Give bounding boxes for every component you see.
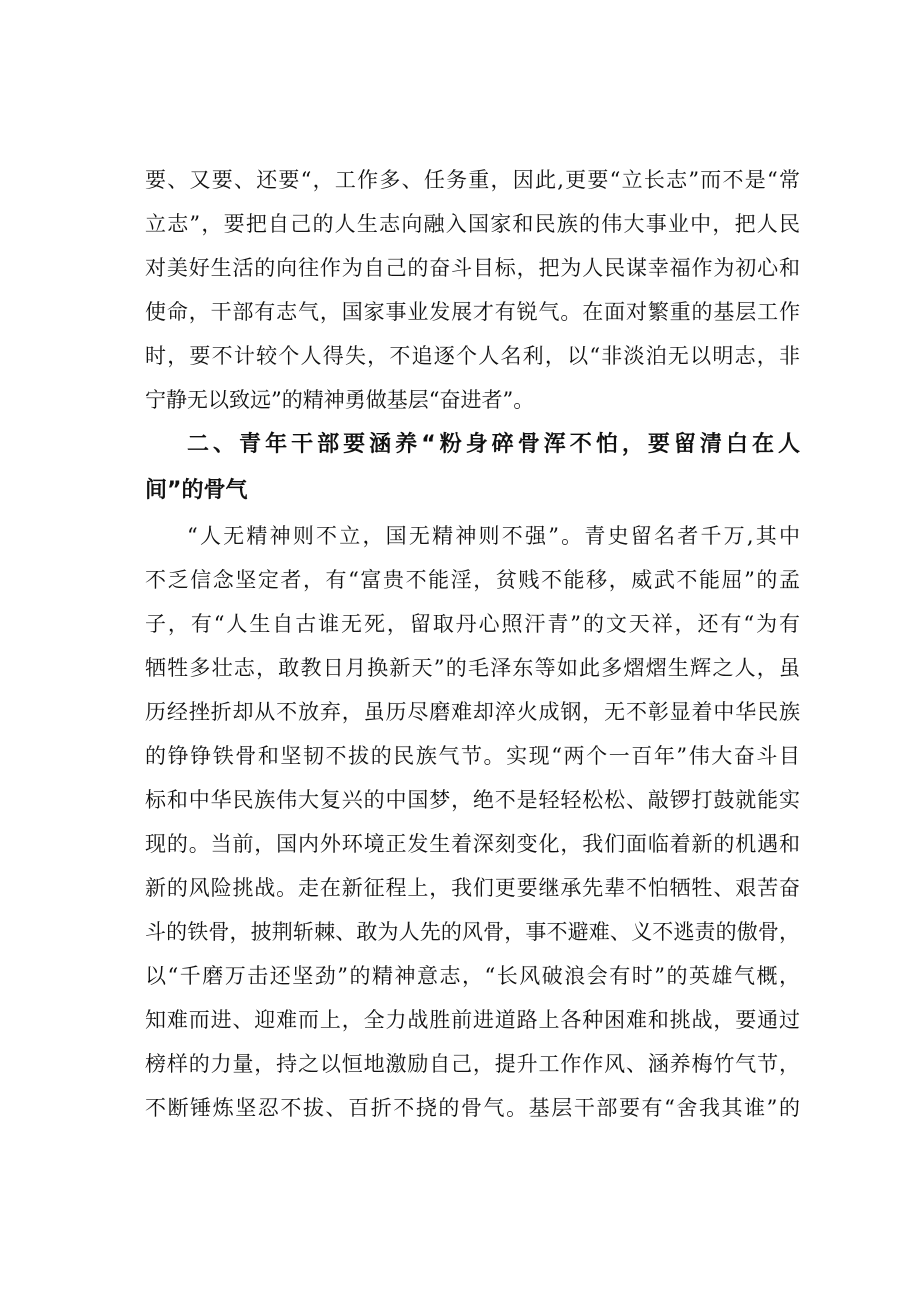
document-body (145, 158, 800, 1130)
paragraph-line: 子，有“人生自古谁无死，留取丹心照汗青”的文天祥，还有“为有 (145, 612, 800, 636)
paragraph-line: 立志”，要把自己的人生志向融入国家和民族的伟大事业中，把人民 (145, 212, 800, 236)
paragraph-line: 新的风险挑战。走在新征程上，我们更要继承先辈不怕牺牲、艰苦奋 (145, 876, 800, 900)
paragraph-1 (145, 158, 800, 422)
paragraph-line: 牺牲多壮志，敢教日月换新天”的毛泽东等如此多熠熠生辉之人，虽 (145, 656, 800, 680)
paragraph-line: 标和中华民族伟大复兴的中国梦，绝不是轻轻松松、敲锣打鼓就能实 (145, 788, 800, 812)
paragraph-line: 不断锤炼坚忍不拔、百折不挠的骨气。基层干部要有“舍我其谁”的 (145, 1096, 800, 1120)
paragraph-line: 榜样的力量，持之以恒地激励自己，提升工作作风、涵养梅竹气节， (145, 1052, 800, 1076)
paragraph-line: 对美好生活的向往作为自己的奋斗目标，把为人民谋幸福作为初心和 (145, 256, 800, 280)
paragraph-line: “人无精神则不立，国无精神则不强”。青史留名者千万,其中 (187, 524, 800, 548)
paragraph-line: 现的。当前，国内外环境正发生着深刻变化，我们面临着新的机遇和 (145, 832, 800, 856)
paragraph-line: 不乏信念坚定者，有“富贵不能淫，贫贱不能移，威武不能屈”的孟 (145, 568, 800, 592)
paragraph-line: 使命，干部有志气，国家事业发展才有锐气。在面对繁重的基层工作 (145, 300, 800, 324)
paragraph-line: 时，要不计较个人得失，不追逐个人名利，以“非淡泊无以明志，非 (145, 344, 800, 368)
paragraph-line: 斗的铁骨，披荆斩棘、敢为人先的风骨，事不避难、义不逃责的傲骨， (145, 920, 800, 944)
heading-line: 间”的骨气 (145, 478, 248, 503)
heading-line: 二、青年干部要涵养“粉身碎骨浑不怕，要留清白在人 (187, 432, 800, 457)
paragraph-line: 的铮铮铁骨和坚韧不拔的民族气节。实现“两个一百年”伟大奋斗目 (145, 744, 800, 768)
paragraph-line: 历经挫折却从不放弃，虽历尽磨难却淬火成钢，无不彰显着中华民族 (145, 700, 800, 724)
paragraph-line: 知难而进、迎难而上，全力战胜前进道路上各种困难和挑战，要通过 (145, 1008, 800, 1032)
paragraph-line: 宁静无以致远”的精神勇做基层“奋进者”。 (145, 388, 535, 412)
paragraph-line: 要、又要、还要“，工作多、任务重，因此,更要“立长志”而不是“常 (145, 168, 800, 192)
paragraph-2 (145, 514, 800, 1130)
paragraph-line: 以“千磨万击还坚劲”的精神意志，“长风破浪会有时”的英雄气概， (145, 964, 800, 988)
section-heading-2 (145, 422, 800, 514)
